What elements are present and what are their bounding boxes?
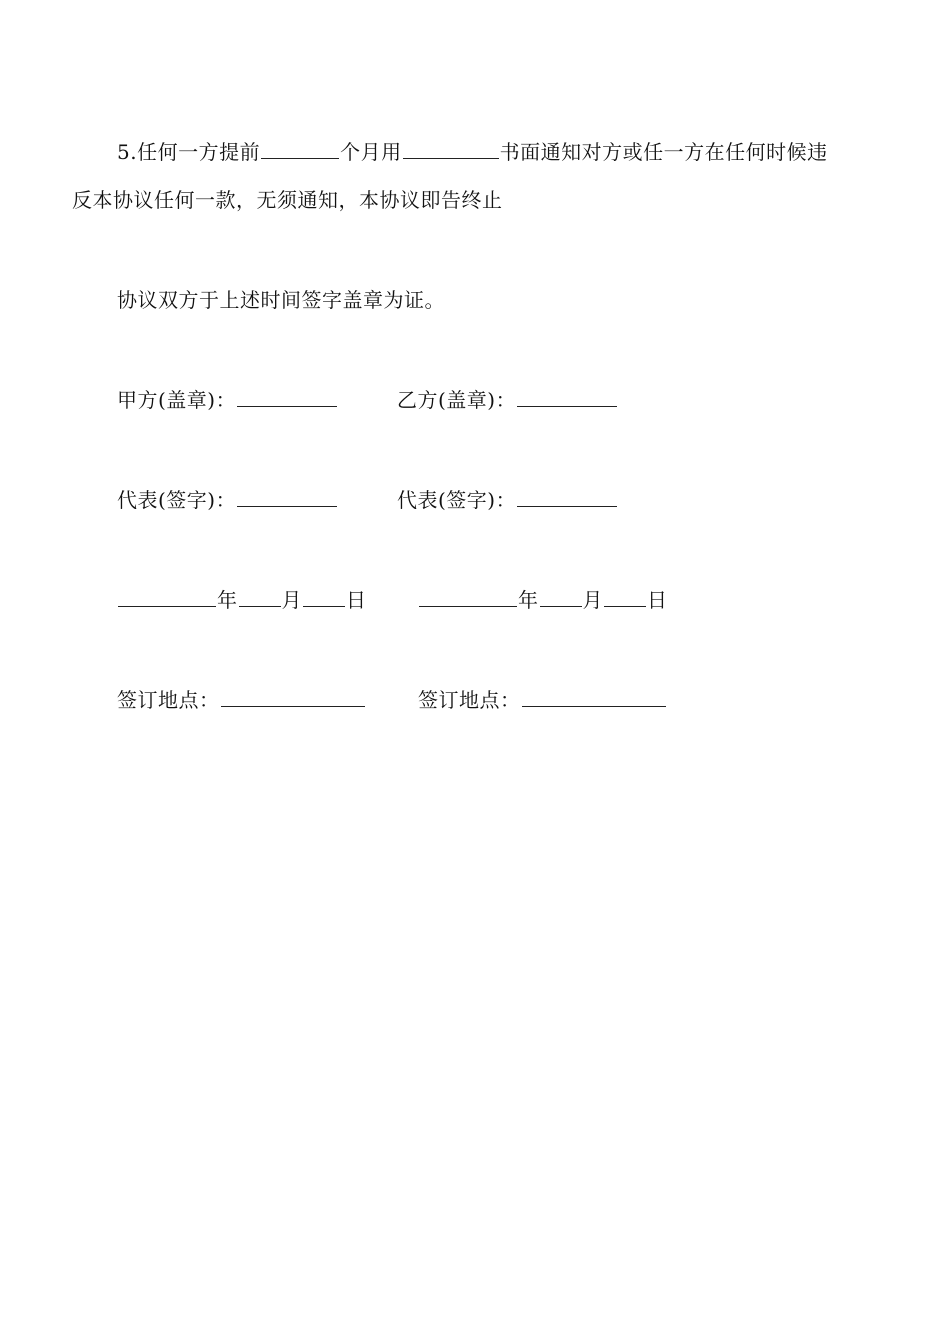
place-row-b <box>418 686 667 714</box>
seal-row <box>117 386 338 414</box>
party-a-day-label: 日 <box>346 588 367 612</box>
party-a-seal-blank <box>237 388 337 407</box>
party-a-rep-blank <box>237 488 337 507</box>
party-a-day-blank <box>303 588 345 607</box>
date-row-a <box>117 586 367 614</box>
seal-row-b <box>397 386 618 414</box>
party-b-year-blank <box>419 588 517 607</box>
party-b-day-label: 日 <box>647 588 668 612</box>
clause-5-text-b: 个月用 <box>340 140 402 164</box>
party-a-month-label: 月 <box>281 588 302 612</box>
party-b-month-label: 月 <box>582 588 603 612</box>
rep-row-b <box>397 486 618 514</box>
clause-5-text-d: 反本协议任何一款，无须通知，本协议即告终止 <box>72 188 503 212</box>
party-a-rep-label: 代表(签字)： <box>117 488 237 512</box>
notice-method-blank <box>403 140 499 159</box>
clause-5-text-c: 书面通知对方或任一方在任何时候违 <box>499 140 828 164</box>
date-row-b <box>418 586 668 614</box>
party-a-place-label: 签订地点： <box>117 688 220 712</box>
party-b-seal-label: 乙方(盖章)： <box>397 388 517 412</box>
closing-statement <box>117 286 445 314</box>
months-notice-blank <box>261 140 339 159</box>
party-b-rep-blank <box>517 488 617 507</box>
party-a-year-blank <box>118 588 216 607</box>
party-b-place-label: 签订地点： <box>418 688 521 712</box>
party-a-place-blank <box>221 688 365 707</box>
clause-5-text-a: 5.任何一方提前 <box>117 140 261 164</box>
party-b-year-label: 年 <box>518 588 539 612</box>
closing-text: 协议双方于上述时间签字盖章为证。 <box>117 288 445 312</box>
party-b-seal-blank <box>517 388 617 407</box>
party-a-year-label: 年 <box>217 588 238 612</box>
party-b-month-blank <box>540 588 582 607</box>
place-row-a <box>117 686 366 714</box>
party-b-day-blank <box>604 588 646 607</box>
clause-5-line-1 <box>117 138 828 166</box>
party-b-place-blank <box>522 688 666 707</box>
party-b-rep-label: 代表(签字)： <box>397 488 517 512</box>
rep-row <box>117 486 338 514</box>
clause-5-line-2 <box>72 186 503 214</box>
party-a-seal-label: 甲方(盖章)： <box>117 388 237 412</box>
party-a-month-blank <box>239 588 281 607</box>
